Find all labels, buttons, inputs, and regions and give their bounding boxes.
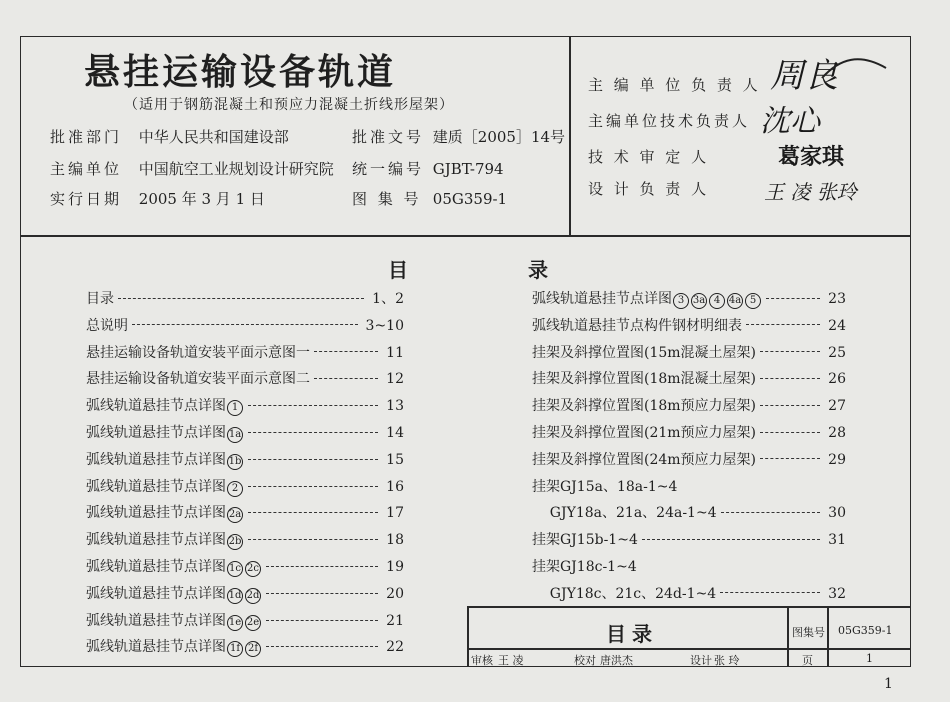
detail-mark: 4a bbox=[727, 293, 743, 309]
detail-mark: 1f bbox=[227, 641, 243, 657]
toc-entry bbox=[532, 422, 846, 442]
toc-leader bbox=[760, 378, 820, 379]
toc-entry bbox=[532, 342, 846, 362]
toc-leader bbox=[760, 351, 820, 352]
toc-entry bbox=[532, 449, 846, 469]
info2-value: 05G359-1 bbox=[432, 190, 508, 208]
toc-entry bbox=[532, 288, 846, 309]
toc-leader bbox=[266, 593, 378, 594]
toc-entry-page: 16 bbox=[386, 478, 404, 495]
toc-leader bbox=[746, 324, 820, 325]
toc-entry-label: 挂架GJ18c-1~4 bbox=[532, 559, 637, 575]
page-number: 1 bbox=[884, 676, 893, 692]
toc-entry-page: 13 bbox=[386, 398, 404, 415]
detail-mark: 2f bbox=[245, 641, 261, 657]
toc-entry bbox=[86, 556, 404, 577]
toc-entry bbox=[532, 476, 846, 496]
detail-mark: 2e bbox=[245, 615, 261, 631]
header-divider bbox=[569, 36, 571, 236]
toc-entry-label: 目录 bbox=[86, 291, 114, 307]
toc-leader bbox=[248, 512, 378, 513]
toc-entry-label: 挂架及斜撑位置图(18m预应力屋架) bbox=[532, 398, 757, 415]
info2-row-3 bbox=[352, 188, 507, 209]
toc-leader bbox=[248, 486, 378, 487]
toc-entry bbox=[532, 368, 846, 388]
toc-entry-page: 18 bbox=[386, 532, 404, 549]
toc-heading-right: 录 bbox=[528, 258, 548, 282]
toc-entry bbox=[532, 583, 846, 603]
toc-leader bbox=[132, 324, 358, 325]
tb-design-name: 张 玲 bbox=[714, 654, 740, 667]
tb-top-line bbox=[467, 606, 911, 608]
toc-entry-label: 弧线轨道悬挂节点详图 bbox=[86, 585, 226, 602]
toc-entry-label: 弧线轨道悬挂节点详图 bbox=[86, 425, 226, 441]
toc-entry-page: 22 bbox=[386, 639, 404, 656]
signature-1: 周良 bbox=[770, 56, 838, 96]
toc-leader bbox=[266, 620, 378, 621]
detail-mark: 2c bbox=[245, 561, 261, 577]
toc-entry bbox=[532, 556, 846, 576]
toc-entry bbox=[86, 449, 404, 470]
resp-tech-review: 技 术 审 定 人 bbox=[588, 148, 710, 166]
signature-4: 王 凌 张玲 bbox=[764, 180, 857, 204]
toc-entry-label: GJY18c、21c、24d-1~4 bbox=[532, 585, 717, 602]
toc-entry-page: 19 bbox=[386, 559, 404, 575]
tb-page-value: 1 bbox=[866, 652, 873, 665]
toc-entry-label: 挂架GJ15a、18a-1~4 bbox=[532, 478, 678, 495]
toc-entry-label: 弧线轨道悬挂节点详图 bbox=[532, 291, 672, 307]
toc-entry-label: 弧线轨道悬挂节点详图 bbox=[86, 612, 226, 629]
toc-entry-label: 弧线轨道悬挂节点详图 bbox=[86, 505, 226, 522]
toc-entry-page: 1、2 bbox=[372, 291, 404, 307]
toc-leader bbox=[721, 512, 821, 513]
signature-2: 沈心 bbox=[760, 104, 820, 139]
toc-entry-page: 24 bbox=[828, 317, 846, 334]
tb-atlas-value: 05G359-1 bbox=[838, 624, 893, 637]
tb-review-name: 王 凌 bbox=[498, 654, 524, 667]
detail-mark: 3 bbox=[673, 293, 689, 309]
info-value: 中华人民共和国建设部 bbox=[138, 128, 289, 146]
tb-review-label: 审核 bbox=[471, 654, 493, 667]
detail-mark: 1c bbox=[227, 561, 243, 577]
info-label: 实行日期 bbox=[50, 190, 123, 208]
header-bottom-line bbox=[20, 235, 911, 237]
toc-entry-page: 32 bbox=[828, 585, 846, 602]
tb-divider-1 bbox=[787, 606, 789, 667]
toc-heading-left: 目 bbox=[388, 258, 408, 282]
toc-entry bbox=[86, 315, 404, 335]
toc-entry-label: 挂架及斜撑位置图(21m预应力屋架) bbox=[532, 425, 757, 441]
toc-entry bbox=[86, 502, 404, 523]
toc-leader bbox=[766, 298, 820, 299]
toc-entry-page: 29 bbox=[828, 451, 846, 468]
toc-leader bbox=[760, 405, 820, 406]
document-title: 悬挂运输设备轨道 bbox=[83, 51, 396, 93]
toc-entry-label: 悬挂运输设备轨道安装平面示意图二 bbox=[86, 371, 310, 388]
detail-mark: 1e bbox=[227, 615, 243, 631]
document-subtitle: （适用于钢筋混凝土和预应力混凝土折线形屋架） bbox=[124, 97, 454, 113]
toc-entry bbox=[86, 476, 404, 497]
toc-entry-label: 弧线轨道悬挂节点详图 bbox=[86, 478, 226, 495]
toc-entry-page: 30 bbox=[828, 505, 846, 522]
toc-leader bbox=[248, 405, 378, 406]
toc-entry-page: 12 bbox=[386, 371, 404, 388]
tb-design-label: 设计 bbox=[690, 654, 712, 667]
tb-left-edge bbox=[467, 606, 469, 667]
tb-check-label: 校对 bbox=[574, 654, 596, 667]
detail-mark: 2d bbox=[245, 588, 261, 604]
toc-entry-page: 27 bbox=[828, 398, 846, 415]
detail-mark: 3a bbox=[691, 293, 707, 309]
detail-mark: 1d bbox=[227, 588, 243, 604]
toc-entry-label: 悬挂运输设备轨道安装平面示意图一 bbox=[86, 344, 310, 361]
tb-atlas-label: 图集号 bbox=[792, 626, 825, 639]
toc-leader bbox=[720, 592, 820, 593]
toc-leader bbox=[760, 432, 820, 433]
toc-entry-label: 弧线轨道悬挂节点详图 bbox=[86, 532, 226, 549]
toc-entry-page: 28 bbox=[828, 425, 846, 441]
toc-entry-page: 26 bbox=[828, 371, 846, 388]
toc-entry bbox=[86, 288, 404, 308]
info2-value: 建质［2005］14号 bbox=[432, 128, 566, 146]
toc-entry bbox=[86, 636, 404, 657]
info-row-3 bbox=[50, 188, 265, 209]
toc-entry-label: 弧线轨道悬挂节点详图 bbox=[86, 398, 226, 415]
toc-leader bbox=[266, 566, 378, 567]
toc-entry-label: 弧线轨道悬挂节点详图 bbox=[86, 559, 226, 575]
toc-entry bbox=[86, 395, 404, 416]
toc-entry-label: 挂架及斜撑位置图(18m混凝土屋架) bbox=[532, 371, 757, 388]
toc-entry-page: 14 bbox=[386, 425, 404, 441]
resp-chief-unit: 主 编 单 位 负 责 人 bbox=[588, 76, 761, 94]
toc-leader bbox=[248, 459, 378, 460]
info-value: 2005 年 3 月 1 日 bbox=[138, 190, 265, 208]
toc-leader bbox=[266, 646, 378, 647]
toc-entry bbox=[86, 342, 404, 362]
signature-stroke bbox=[820, 48, 890, 88]
toc-leader bbox=[642, 539, 820, 540]
info-row-2 bbox=[50, 158, 334, 179]
toc-entry-label: 弧线轨道悬挂节点详图 bbox=[86, 451, 226, 468]
toc-entry bbox=[86, 422, 404, 443]
tb-check-name: 唐洪杰 bbox=[600, 654, 633, 667]
resp-tech-chief: 主编单位技术负责人 bbox=[588, 112, 751, 130]
toc-leader bbox=[118, 298, 364, 299]
toc-entry-page: 25 bbox=[828, 344, 846, 361]
toc-entry-page: 31 bbox=[828, 532, 846, 549]
info-label: 批准部门 bbox=[50, 128, 123, 146]
toc-leader bbox=[760, 458, 820, 459]
detail-mark: 2a bbox=[227, 507, 243, 523]
toc-entry-label: 总说明 bbox=[86, 317, 128, 334]
toc-entry-label: 弧线轨道悬挂节点详图 bbox=[86, 639, 226, 656]
toc-entry bbox=[86, 529, 404, 550]
toc-leader bbox=[248, 432, 378, 433]
detail-mark: 1a bbox=[227, 427, 243, 443]
tb-divider-2 bbox=[827, 606, 829, 667]
toc-entry-label: GJY18a、21a、24a-1~4 bbox=[532, 505, 717, 522]
toc-entry-page: 11 bbox=[386, 344, 404, 361]
info2-label: 图 集 号 bbox=[352, 190, 422, 208]
toc-leader bbox=[314, 351, 378, 352]
toc-entry bbox=[86, 610, 404, 631]
detail-mark: 4 bbox=[709, 293, 725, 309]
toc-entry-page: 15 bbox=[386, 451, 404, 468]
toc-entry-label: 挂架GJ15b-1~4 bbox=[532, 532, 638, 549]
toc-entry-page: 3~10 bbox=[365, 317, 404, 334]
toc-entry-page: 21 bbox=[386, 612, 404, 629]
toc-entry bbox=[532, 502, 846, 522]
detail-mark: 2b bbox=[227, 534, 243, 550]
resp-design-lead: 设 计 负 责 人 bbox=[588, 180, 710, 198]
tb-mid-line bbox=[467, 648, 911, 650]
toc-entry-page: 17 bbox=[386, 505, 404, 522]
toc-leader bbox=[314, 378, 378, 379]
info-value: 中国航空工业规划设计研究院 bbox=[138, 160, 334, 178]
toc-entry bbox=[86, 583, 404, 604]
toc-entry-page: 23 bbox=[828, 291, 846, 307]
toc-entry bbox=[86, 368, 404, 388]
info2-value: GJBT-794 bbox=[432, 160, 504, 178]
info2-label: 统一编号 bbox=[352, 160, 425, 178]
toc-entry-label: 挂架及斜撑位置图(24m预应力屋架) bbox=[532, 451, 757, 468]
detail-mark: 2 bbox=[227, 481, 243, 497]
toc-entry-label: 挂架及斜撑位置图(15m混凝土屋架) bbox=[532, 344, 757, 361]
toc-entry bbox=[532, 529, 846, 549]
info-row-1 bbox=[50, 126, 289, 147]
toc-leader bbox=[248, 539, 378, 540]
detail-mark: 1b bbox=[227, 454, 243, 470]
info-label: 主编单位 bbox=[50, 160, 123, 178]
toc-entry-label: 弧线轨道悬挂节点构件钢材明细表 bbox=[532, 317, 742, 334]
signature-3: 葛家琪 bbox=[778, 145, 845, 170]
tb-page-label: 页 bbox=[802, 654, 813, 667]
tb-title: 目录 bbox=[606, 622, 658, 646]
info2-label: 批准文号 bbox=[352, 128, 425, 146]
toc-entry bbox=[532, 395, 846, 415]
toc-entry bbox=[532, 315, 846, 335]
toc-entry-page: 20 bbox=[386, 585, 404, 602]
info2-row-1 bbox=[352, 126, 565, 147]
detail-mark: 5 bbox=[745, 293, 761, 309]
detail-mark: 1 bbox=[227, 400, 243, 416]
info2-row-2 bbox=[352, 158, 504, 179]
